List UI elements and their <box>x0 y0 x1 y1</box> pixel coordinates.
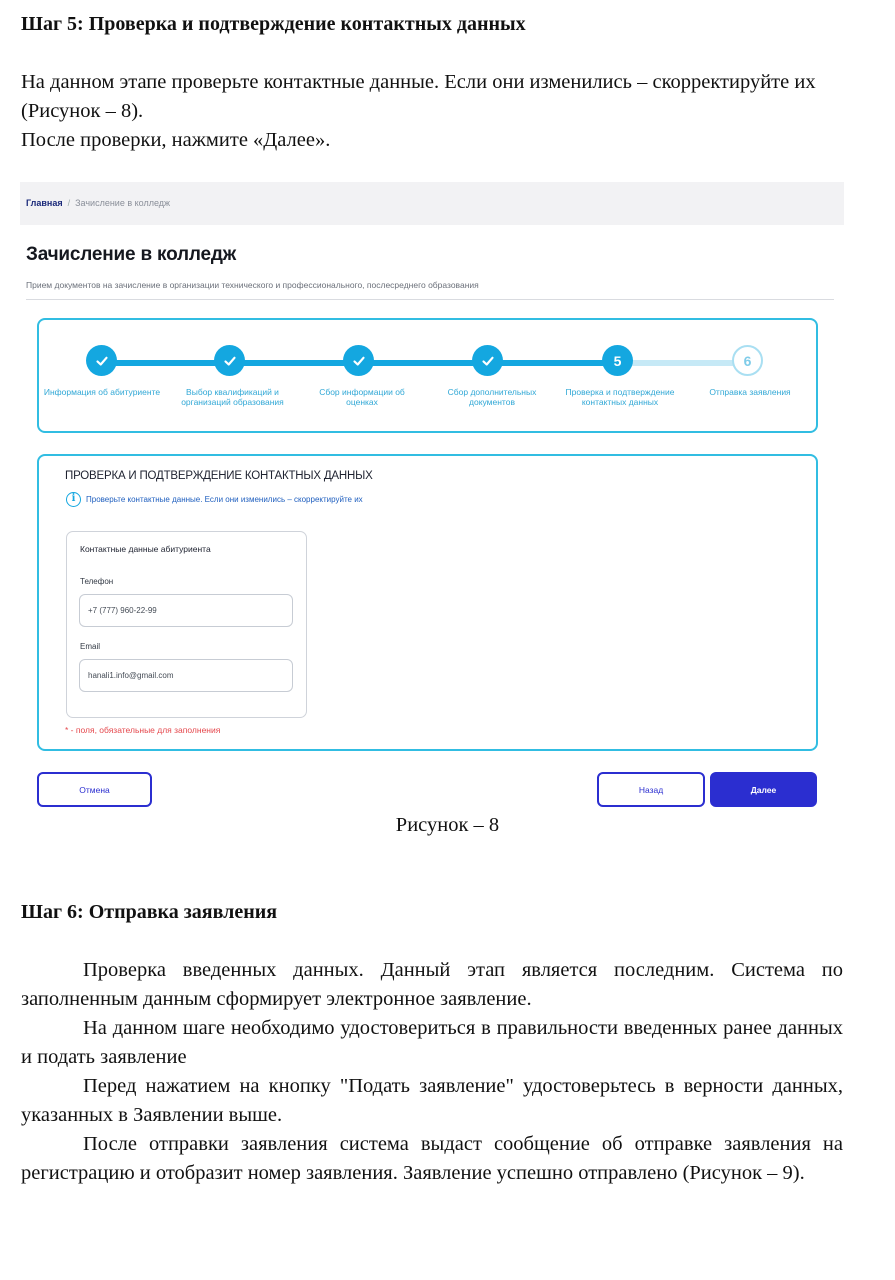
phone-label: Телефон <box>80 577 114 586</box>
breadcrumb-current: Зачисление в колледж <box>75 198 171 208</box>
next-button[interactable]: Далее <box>710 772 817 807</box>
step6-paragraph-2: На данном шаге необходимо удостовериться в правильности введенных ранее данных и подать заявление <box>21 1017 843 1068</box>
phone-input[interactable]: +7 (777) 960-22-99 <box>79 594 293 627</box>
step-4-check-icon <box>472 345 503 376</box>
breadcrumb-separator: / <box>67 198 71 208</box>
figure-8-screenshot <box>20 182 844 810</box>
step-1-label: Информация об абитуриенте <box>43 387 161 397</box>
title-divider <box>26 299 834 300</box>
breadcrumb <box>20 182 844 225</box>
info-icon: i <box>66 492 81 507</box>
page-title: Зачисление в колледж <box>26 244 237 265</box>
figure-caption: Рисунок – 8 <box>395 814 500 836</box>
step-6-label: Отправка заявления <box>709 387 791 397</box>
step5-line-3: После проверки, нажмите «Далее». <box>21 129 331 151</box>
stepper-track-remaining <box>632 360 748 366</box>
stepper-panel <box>37 318 818 433</box>
step6-paragraph-4: После отправки заявления система выдаст сообщение об отправке заявления на регистрацию и отобразит номер заявления. Заявление успешно отправлено (Рисунок – 9). <box>21 1133 843 1184</box>
step5-heading: Шаг 5: Проверка и подтверждение контактных данных <box>21 13 526 35</box>
step-3-check-icon <box>343 345 374 376</box>
panel-title: ПРОВЕРКА И ПОДТВЕРЖДЕНИЕ КОНТАКТНЫХ ДАННЫХ <box>65 470 373 482</box>
step-6-upcoming: 6 <box>732 345 763 376</box>
step5-line-2: (Рисунок – 8). <box>21 100 144 122</box>
step-4-label: Сбор дополнительных документов <box>447 387 537 407</box>
step6-heading: Шаг 6: Отправка заявления <box>21 901 278 923</box>
step6-paragraph-1: Проверка введенных данных. Данный этап является последним. Система по заполненным данным сформирует электронное заявление. <box>21 959 843 1010</box>
step-1-check-icon <box>86 345 117 376</box>
step-5-current: 5 <box>602 345 633 376</box>
cancel-button[interactable]: Отмена <box>37 772 152 807</box>
email-input[interactable]: hanali1.info@gmail.com <box>79 659 293 692</box>
page-subtitle: Прием документов на зачисление в организации технического и профессионального, послесреднего образования <box>26 280 479 290</box>
step-5-label: Проверка и подтверждение контактных данных <box>565 387 675 407</box>
card-title: Контактные данные абитуриента <box>80 544 211 554</box>
step-3-label: Сбор информации об оценках <box>319 387 405 407</box>
back-button[interactable]: Назад <box>597 772 705 807</box>
step5-line-1: На данном этапе проверьте контактные данные. Если они изменились – скорректируйте их <box>21 71 816 93</box>
email-label: Email <box>80 642 101 651</box>
step-2-check-icon <box>214 345 245 376</box>
required-fields-note: * - поля, обязательные для заполнения <box>65 725 221 735</box>
step-2-label: Выбор квалификаций и организаций образования <box>181 387 284 407</box>
breadcrumb-home[interactable]: Главная <box>26 198 63 208</box>
info-text: Проверьте контактные данные. Если они изменились – скорректируйте их <box>86 495 363 504</box>
step6-paragraph-3: Перед нажатием на кнопку "Подать заявление" удостоверьтесь в верности данных, указанных в Заявлении выше. <box>21 1075 843 1126</box>
